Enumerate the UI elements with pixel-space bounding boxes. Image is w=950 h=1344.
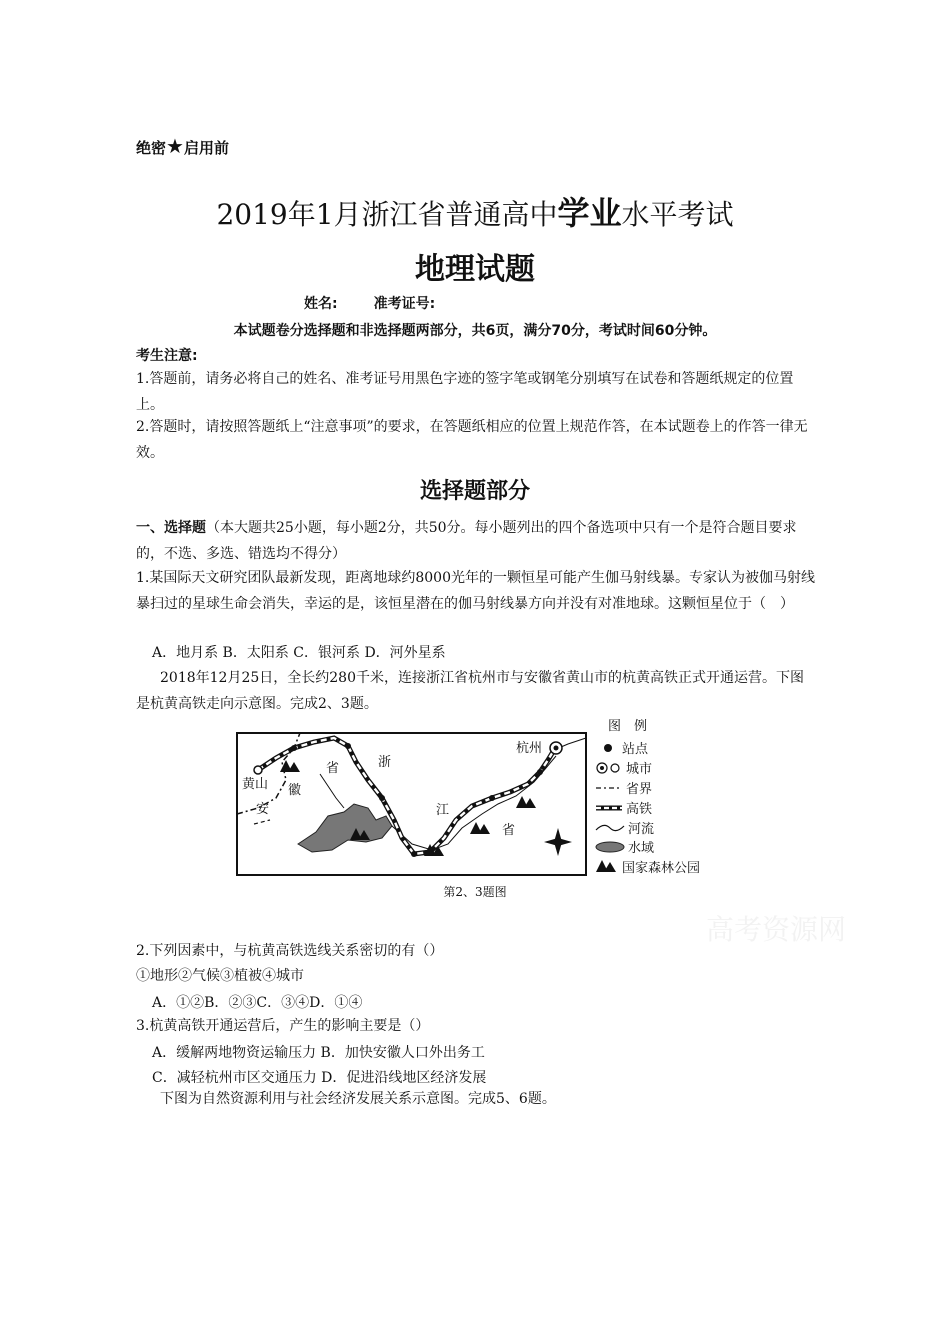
id-label: 准考证号: (373, 296, 436, 312)
legend-title: 图 例 (608, 719, 648, 734)
label-an: 安 (256, 802, 270, 817)
name-label: 姓名: (304, 296, 338, 312)
notice-item-1: 1.答题前，请务必将自己的姓名、准考证号用黑色字迹的签字笔或钢笔分别填写在试卷和答题纸规定的位置上。 (136, 371, 794, 413)
label-zhe: 浙 (378, 755, 392, 770)
notice-item-2: 2.答题时，请按照答题纸上“注意事项”的要求，在答题纸相应的位置上规范作答，在本试题卷上的作答一律无效。 (136, 419, 808, 461)
svg-text:高铁: 高铁 (626, 802, 653, 817)
question-1-options: A．地月系 B．太阳系 C．银河系 D．河外星系 (152, 645, 446, 661)
question-2-stem: 2.下列因素中，与杭黄高铁选线关系密切的有（） (136, 943, 444, 959)
label-sheng-zhejiang: 省 (502, 823, 516, 838)
river (320, 774, 344, 808)
star-icon: ★ (166, 134, 184, 158)
svg-text:站点: 站点 (622, 742, 649, 757)
label-hangzhou: 杭州 (516, 741, 543, 756)
legend-river-icon (596, 825, 624, 830)
label-jiang: 江 (436, 803, 450, 818)
passage-2: 下图为自然资源利用与社会经济发展关系示意图。完成5、6题。 (160, 1091, 556, 1107)
section-intro: 一、选择题（本大题共25小题，每小题2分，共50分。每小题列出的四个备选项中只有一个是符合题目要求的，不选、多选、错选均不得分） (136, 520, 797, 562)
svg-text:省界: 省界 (626, 782, 653, 797)
station-dot (537, 769, 543, 775)
svg-text:河流: 河流 (628, 822, 655, 837)
label-sheng-anhui: 省 (326, 761, 340, 776)
compass-icon (544, 828, 572, 856)
station-dot (379, 795, 385, 801)
label-huangshan: 黄山 (242, 777, 269, 792)
railway-map (236, 716, 716, 878)
question-2-items: ①地形②气候③植被④城市 (136, 968, 304, 984)
notice-heading: 考生注意: (136, 348, 198, 364)
label-hui: 徽 (288, 783, 302, 798)
paper-note: 本试题卷分选择题和非选择题两部分，共6页，满分70分，考试时间60分钟。 (233, 323, 717, 339)
watermark: 高考资源网 (706, 913, 847, 946)
question-3-options-row2: C．减轻杭州市区交通压力 D．促进沿线地区经济发展 (152, 1070, 487, 1086)
section-title: 选择题部分 (419, 479, 530, 504)
confidential-mark: 绝密★启用前 (136, 134, 229, 158)
station-dot (254, 766, 262, 774)
candidate-info-row (304, 293, 471, 313)
svg-text:城市: 城市 (626, 762, 653, 777)
exam-title: 2019年1月浙江省普通高中学业水平考试 (216, 194, 734, 232)
question-3-stem: 3.杭黄高铁开通运营后，产生的影响主要是（） (136, 1018, 430, 1034)
station-dot (489, 795, 495, 801)
map-legend (596, 719, 700, 876)
station-dot (345, 743, 351, 749)
station-dot (411, 851, 417, 857)
water-body (298, 804, 392, 852)
svg-text:水域: 水域 (628, 841, 655, 856)
legend-station-icon (604, 744, 612, 752)
question-1-stem: 1.某国际天文研究团队最新发现，距离地球约8000光年的一颗恒星可能产生伽马射线暴。专家认为被伽马射线暴扫过的星球生命会消失，幸运的是，该恒星潜在的伽马射线暴方向并没有对准地球。这颗恒星位于（ ） (136, 570, 815, 612)
station-dot (291, 745, 297, 751)
svg-text:国家森林公园: 国家森林公园 (622, 861, 701, 876)
passage-1: 2018年12月25日，全长约280千米，连接浙江省杭州市与安徽省黄山市的杭黄高铁正式开通运营。下图是杭黄高铁走向示意图。完成2、3题。 (136, 670, 804, 712)
map-caption: 第2、3题图 (443, 885, 507, 899)
subject-title: 地理试题 (415, 252, 535, 287)
legend-forest-icon (596, 860, 616, 872)
question-3-options-row1: A．缓解两地物资运输压力 B．加快安徽人口外出务工 (152, 1045, 485, 1061)
question-2-options: A．①②B．②③C．③④D．①④ (152, 995, 363, 1011)
legend-water-icon (596, 842, 624, 852)
